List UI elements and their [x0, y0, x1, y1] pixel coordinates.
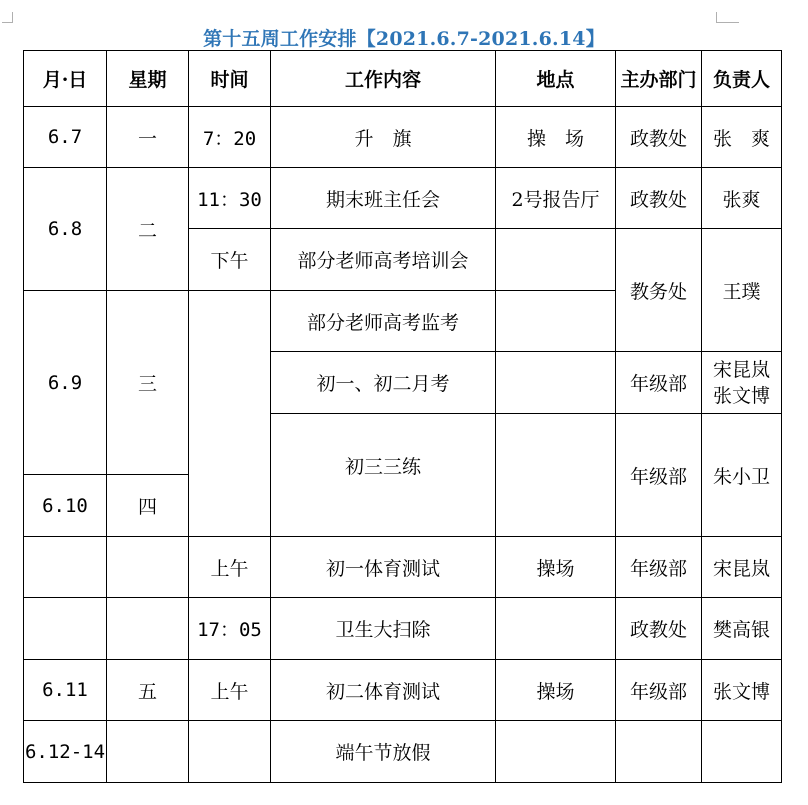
- cell-weekday-empty: [107, 598, 189, 660]
- cell-place-empty: [496, 598, 616, 660]
- cell-dept: 政教处: [616, 598, 702, 660]
- cell-place-empty: [496, 414, 616, 537]
- cell-weekday-empty: [107, 721, 189, 783]
- cell-time: 7：20: [189, 107, 271, 168]
- cell-time: 17：05: [189, 598, 271, 660]
- cell-person: 宋昆岚: [702, 537, 782, 598]
- cell-weekday: 五: [107, 660, 189, 721]
- header-person: 负责人: [702, 51, 782, 107]
- cell-dept-empty: [616, 721, 702, 783]
- cell-time-empty: [189, 291, 271, 537]
- cell-date: 6.9: [24, 291, 107, 475]
- cell-content: 部分老师高考监考: [271, 291, 496, 352]
- cell-date: 6.10: [24, 475, 107, 537]
- cell-content: 初一、初二月考: [271, 352, 496, 414]
- cell-content: 期末班主任会: [271, 168, 496, 229]
- cell-place: 操 场: [496, 107, 616, 168]
- cell-person: 张 爽: [702, 107, 782, 168]
- cell-dept: 政教处: [616, 107, 702, 168]
- page-corner-mark-left: [2, 12, 13, 23]
- table-row: [24, 168, 782, 229]
- cell-person: 朱小卫: [702, 414, 782, 537]
- schedule-table: [23, 50, 782, 783]
- page-title: 第十五周工作安排【2021.6.7-2021.6.14】: [203, 28, 605, 50]
- cell-date: 6.7: [24, 107, 107, 168]
- cell-content: 端午节放假: [271, 721, 496, 783]
- header-weekday: 星期: [107, 51, 189, 107]
- cell-place-empty: [496, 721, 616, 783]
- cell-dept: 年级部: [616, 414, 702, 537]
- cell-weekday: 一: [107, 107, 189, 168]
- cell-person: 樊高银: [702, 598, 782, 660]
- cell-date-empty: [24, 537, 107, 598]
- cell-time: 上午: [189, 660, 271, 721]
- cell-time: 11：30: [189, 168, 271, 229]
- cell-weekday: 四: [107, 475, 189, 537]
- cell-weekday: 三: [107, 291, 189, 475]
- cell-date: 6.8: [24, 168, 107, 291]
- header-content: 工作内容: [271, 51, 496, 107]
- cell-person: 王璞: [702, 229, 782, 352]
- cell-content: 卫生大扫除: [271, 598, 496, 660]
- cell-weekday: 二: [107, 168, 189, 291]
- cell-person-empty: [702, 721, 782, 783]
- cell-weekday-empty: [107, 537, 189, 598]
- header-date: 月·日: [24, 51, 107, 107]
- table-header-row: [24, 51, 782, 107]
- header-time: 时间: [189, 51, 271, 107]
- header-dept: 主办部门: [616, 51, 702, 107]
- cell-time-empty: [189, 721, 271, 783]
- table-row: [24, 660, 782, 721]
- cell-place: 操场: [496, 537, 616, 598]
- person-line: 宋昆岚: [712, 358, 770, 381]
- table-row: [24, 537, 782, 598]
- cell-person: 张爽: [702, 168, 782, 229]
- cell-person: 张文博: [702, 660, 782, 721]
- cell-dept: 教务处: [616, 229, 702, 352]
- cell-place-empty: [496, 352, 616, 414]
- cell-dept: 年级部: [616, 537, 702, 598]
- cell-place-empty: [496, 291, 616, 352]
- page-corner-mark-right: [716, 12, 739, 23]
- cell-place: 2号报告厅: [496, 168, 616, 229]
- cell-content: 初三三练: [271, 414, 496, 537]
- cell-content: 升 旗: [271, 107, 496, 168]
- cell-date: 6.12-14: [24, 721, 107, 783]
- person-line: 张文博: [712, 384, 770, 407]
- cell-date: 6.11: [24, 660, 107, 721]
- cell-place: 操场: [496, 660, 616, 721]
- cell-content: 初二体育测试: [271, 660, 496, 721]
- cell-dept: 年级部: [616, 660, 702, 721]
- table-row: [24, 721, 782, 783]
- header-place: 地点: [496, 51, 616, 107]
- table-row: [24, 598, 782, 660]
- cell-time: 下午: [189, 229, 271, 291]
- cell-person: [702, 352, 782, 414]
- cell-content: 部分老师高考培训会: [271, 229, 496, 291]
- cell-dept: 政教处: [616, 168, 702, 229]
- cell-place-empty: [496, 229, 616, 291]
- cell-content: 初一体育测试: [271, 537, 496, 598]
- cell-date-empty: [24, 598, 107, 660]
- cell-dept: 年级部: [616, 352, 702, 414]
- cell-time: 上午: [189, 537, 271, 598]
- table-row: [24, 107, 782, 168]
